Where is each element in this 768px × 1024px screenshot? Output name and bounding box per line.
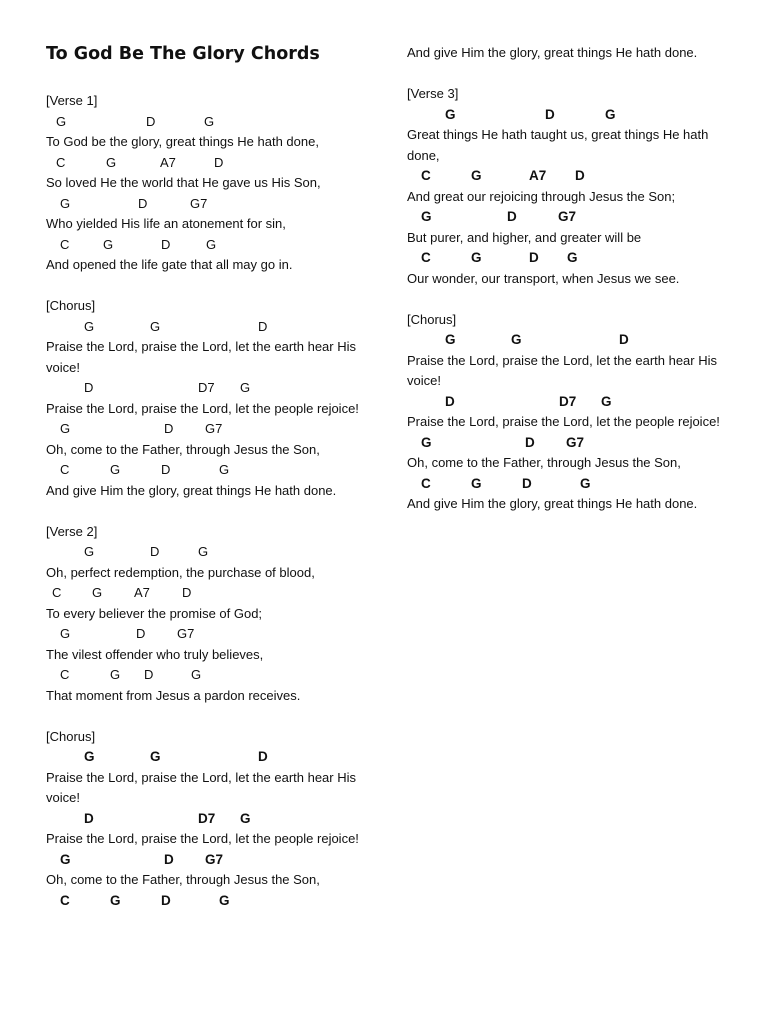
chord-symbol: G7 (566, 434, 585, 450)
chord-symbol: G (605, 106, 616, 122)
chord-symbol: G (110, 892, 121, 908)
spacer (46, 706, 364, 727)
lyric-line: Oh, come to the Father, through Jesus the Son, (46, 441, 320, 457)
chord-symbol: D (144, 667, 154, 682)
chord-symbol: G (421, 209, 432, 224)
chord-symbol: G (601, 393, 612, 409)
chord-symbol: G7 (205, 421, 223, 436)
chord-symbol: D (84, 380, 94, 395)
lyric-line: Praise the Lord, praise the Lord, let the people rejoice! (46, 400, 359, 416)
chord-symbol: D (529, 250, 539, 265)
chord-line (46, 235, 364, 256)
lyric-line: Praise the Lord, praise the Lord, let the earth hear His voice! (46, 769, 357, 805)
chord-symbol: G (60, 626, 71, 641)
chord-symbol: D (507, 209, 517, 224)
chord-symbol: D (545, 106, 555, 122)
section-label: [Verse 2] (46, 523, 98, 539)
lyric-line: And great our rejoicing through Jesus the Son; (407, 188, 676, 204)
chord-symbol: C (421, 168, 431, 183)
chord-symbol: G (92, 585, 103, 600)
chord-symbol: G7 (205, 851, 224, 867)
section-label: [Chorus] (46, 728, 96, 744)
lyric-line: And give Him the glory, great things He hath done. (46, 482, 337, 498)
chord-symbol: G (106, 154, 117, 170)
chord-symbol: G (206, 236, 217, 252)
chord-line (407, 330, 727, 351)
chord-symbol: C (421, 475, 431, 491)
chord-line (46, 665, 364, 686)
chord-symbol: G (150, 749, 161, 764)
chord-line (46, 419, 364, 440)
lyric-line: So loved He the world that He gave us His Son, (46, 175, 321, 190)
lyric-line: Praise the Lord, praise the Lord, let the earth hear His voice! (46, 339, 357, 375)
chord-symbol: G (421, 434, 432, 450)
chord-line (46, 112, 364, 133)
chord-symbol: G (84, 544, 95, 559)
lyric-line: Oh, come to the Father, through Jesus the Son, (46, 872, 320, 887)
lyric-line: That moment from Jesus a pardon receives. (46, 687, 301, 703)
chord-symbol: G (471, 475, 482, 491)
chord-symbol: G (110, 667, 121, 682)
column-left (46, 91, 364, 911)
chord-symbol: G7 (177, 626, 195, 641)
chord-symbol: D (619, 332, 629, 347)
chord-line (46, 809, 364, 830)
chord-symbol: G (511, 332, 522, 347)
chord-symbol: D (136, 626, 146, 641)
chord-symbol: G (150, 318, 161, 334)
lyric-line: Praise the Lord, praise the Lord, let the people rejoice! (407, 414, 720, 429)
section-label: [Verse 3] (407, 86, 459, 101)
chord-symbol: D (84, 810, 94, 826)
chord-symbol: G (60, 851, 71, 867)
chord-line (407, 207, 727, 228)
chord-symbol: C (60, 892, 70, 908)
chord-symbol: G (84, 318, 95, 334)
lyric-line: Our wonder, our transport, when Jesus we see. (407, 270, 680, 286)
section-label: [Chorus] (407, 311, 457, 327)
chord-symbol: G (204, 113, 215, 129)
column-right (407, 43, 727, 515)
chord-symbol: D7 (198, 810, 216, 826)
lyric-line: And give Him the glory, great things He hath done. (407, 45, 698, 60)
chord-symbol: D (150, 544, 160, 559)
chord-symbol: G (198, 544, 209, 559)
chord-line (407, 392, 727, 413)
chord-symbol: D (164, 851, 174, 867)
chord-symbol: A7 (529, 168, 547, 183)
lyric-line: The vilest offender who truly believes, (46, 646, 264, 662)
chord-line (46, 891, 364, 912)
chord-line (46, 542, 364, 563)
spacer (46, 276, 364, 297)
chord-line (407, 166, 727, 187)
chord-symbol: D (146, 113, 156, 129)
chord-symbol: D (258, 318, 268, 334)
chord-line (46, 378, 364, 399)
chord-symbol: C (421, 250, 431, 265)
chord-symbol: D (575, 168, 585, 183)
chord-symbol: A7 (160, 154, 176, 170)
chord-symbol: D (182, 585, 192, 600)
spacer (407, 64, 727, 85)
chord-symbol: D (522, 475, 532, 491)
chord-symbol: C (60, 236, 70, 252)
chord-line (46, 747, 364, 768)
chord-symbol: D (525, 434, 535, 450)
chord-symbol: D (164, 421, 174, 436)
chord-symbol: G (84, 749, 95, 764)
lyric-line: And opened the life gate that all may go in. (46, 257, 293, 272)
chord-symbol: D7 (559, 393, 577, 409)
lyric-line: Praise the Lord, praise the Lord, let the people rejoice! (46, 831, 359, 846)
lyric-line: Oh, perfect redemption, the purchase of blood, (46, 564, 315, 580)
lyric-line: Who yielded His life an atonement for sin, (46, 216, 286, 231)
lyric-line: To every believer the promise of God; (46, 605, 263, 621)
lyric-line: And give Him the glory, great things He hath done. (407, 496, 698, 511)
chord-line (46, 153, 364, 174)
section-label: [Chorus] (46, 298, 96, 313)
chord-symbol: G (219, 892, 230, 908)
chord-symbol: G (103, 236, 114, 252)
chord-line (407, 248, 727, 269)
chord-symbol: G (445, 332, 456, 347)
chord-line (46, 317, 364, 338)
chord-line (407, 433, 727, 454)
chord-line (407, 474, 727, 495)
chord-symbol: G (580, 475, 591, 491)
chord-line (46, 624, 364, 645)
chord-symbol: G (471, 168, 482, 183)
page-title: To God Be The Glory Chords (46, 44, 320, 64)
chord-symbol: G (191, 667, 202, 682)
chord-symbol: D (161, 236, 171, 252)
chord-symbol: G (240, 810, 251, 826)
chord-symbol: D7 (198, 380, 215, 395)
chord-symbol: G7 (190, 195, 208, 211)
chord-symbol: D (138, 195, 148, 211)
chord-symbol: C (60, 462, 70, 477)
lyric-line: Praise the Lord, praise the Lord, let the earth hear His voice! (407, 352, 718, 388)
chord-line (46, 850, 364, 871)
chord-line (46, 583, 364, 604)
chord-symbol: G7 (558, 209, 577, 224)
chord-symbol: D (214, 154, 224, 170)
lyric-line: But purer, and higher, and greater will be (407, 229, 642, 245)
chord-symbol: G (445, 106, 456, 122)
chord-symbol: C (56, 154, 66, 170)
chord-symbol: G (567, 250, 578, 265)
chord-line (46, 194, 364, 215)
chord-symbol: D (161, 892, 171, 908)
lyric-line: To God be the glory, great things He hath done, (46, 134, 319, 149)
chord-line (407, 105, 727, 126)
spacer (407, 289, 727, 310)
spacer (46, 501, 364, 522)
chord-symbol: G (240, 380, 251, 395)
lyric-line: Oh, come to the Father, through Jesus the Son, (407, 455, 681, 470)
chord-symbol: A7 (134, 585, 150, 600)
chord-symbol: C (60, 667, 70, 682)
chord-symbol: C (52, 585, 62, 600)
chord-symbol: D (161, 462, 171, 477)
chord-symbol: G (471, 250, 482, 265)
lyric-line: Great things He hath taught us, great things He hath done, (407, 127, 709, 163)
chord-symbol: G (219, 462, 230, 477)
chord-line (46, 460, 364, 481)
chord-symbol: G (60, 195, 71, 211)
section-label: [Verse 1] (46, 93, 98, 108)
chord-symbol: G (60, 421, 71, 436)
chord-symbol: D (445, 393, 455, 409)
chord-symbol: G (56, 113, 67, 129)
chord-symbol: G (110, 462, 121, 477)
chord-symbol: D (258, 749, 268, 764)
